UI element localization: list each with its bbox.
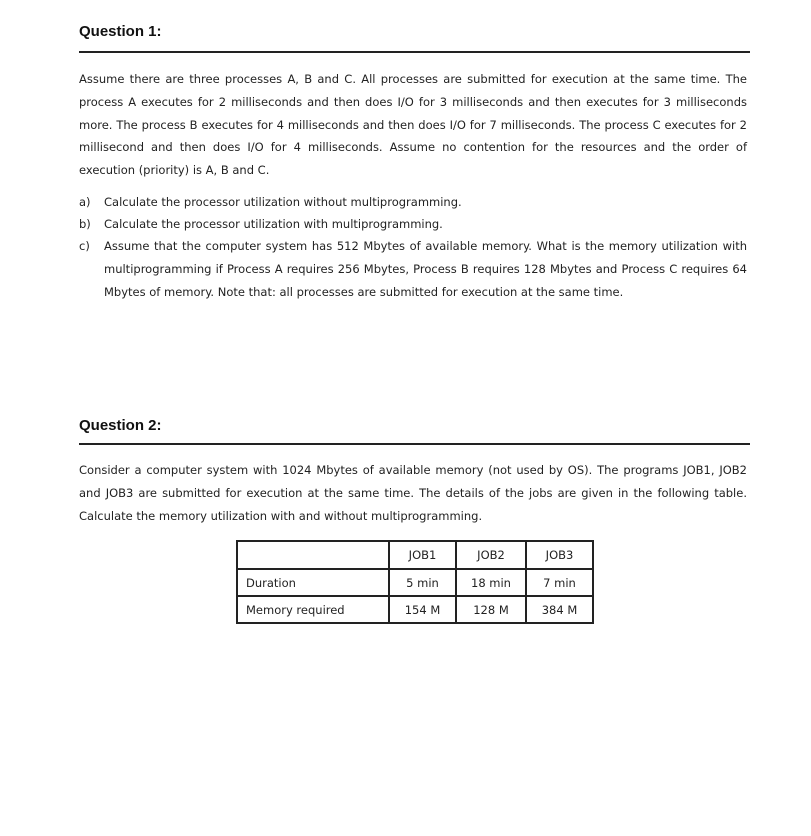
question-1-item-a xyxy=(79,191,747,214)
question-1-item-c xyxy=(79,235,747,303)
table-cell: 384 M xyxy=(526,596,593,623)
question-1-title: Question 1: xyxy=(79,23,162,40)
item-marker: a) xyxy=(79,195,91,209)
question-2-rule xyxy=(79,443,750,445)
item-marker: b) xyxy=(79,217,91,231)
table-cell: 5 min xyxy=(389,569,456,596)
table-header-row xyxy=(237,541,593,569)
table-header-cell: JOB3 xyxy=(526,541,593,569)
item-text: Calculate the processor utilization without multiprogramming. xyxy=(104,195,462,209)
question-1-item-b xyxy=(79,213,747,236)
question-1-rule xyxy=(79,51,750,53)
item-text: Calculate the processor utilization with multiprogramming. xyxy=(104,217,443,231)
table-row xyxy=(237,569,593,596)
table-header-cell xyxy=(237,541,389,569)
item-marker: c) xyxy=(79,239,90,253)
table-cell: 7 min xyxy=(526,569,593,596)
item-text: Assume that the computer system has 512 Mbytes of available memory. What is the memory utilization with multiprogramming if Process A requires 256 Mbytes, Process B requires 128 Mbytes and Process C requires 64 Mbytes of memory. Note that: all processes are submitted for execution at the same time. xyxy=(104,239,747,299)
question-2-title: Question 2: xyxy=(79,417,162,434)
table-row-label: Duration xyxy=(237,569,389,596)
question-2-paragraph: Consider a computer system with 1024 Mbytes of available memory (not used by OS). The programs JOB1, JOB2 and JOB3 are submitted for execution at the same time. The details of the jobs are given in the following table. Calculate the memory utilization with and without multiprogramming. xyxy=(79,463,747,523)
table-cell: 128 M xyxy=(456,596,526,623)
table-header-cell: JOB2 xyxy=(456,541,526,569)
table-row-label: Memory required xyxy=(237,596,389,623)
table-cell: 18 min xyxy=(456,569,526,596)
table-row xyxy=(237,596,593,623)
jobs-table xyxy=(236,540,594,624)
table-cell: 154 M xyxy=(389,596,456,623)
table-header-cell: JOB1 xyxy=(389,541,456,569)
question-1-paragraph: Assume there are three processes A, B and C. All processes are submitted for execution at the same time. The process A executes for 2 milliseconds and then does I/O for 3 milliseconds and then executes for 3 milliseconds more. The process B executes for 4 milliseconds and then does I/O for 7 milliseconds. The process C executes for 2 millisecond and then does I/O for 4 milliseconds. Assume no contention for the resources and the order of execution (priority) is A, B and C. xyxy=(79,72,747,178)
